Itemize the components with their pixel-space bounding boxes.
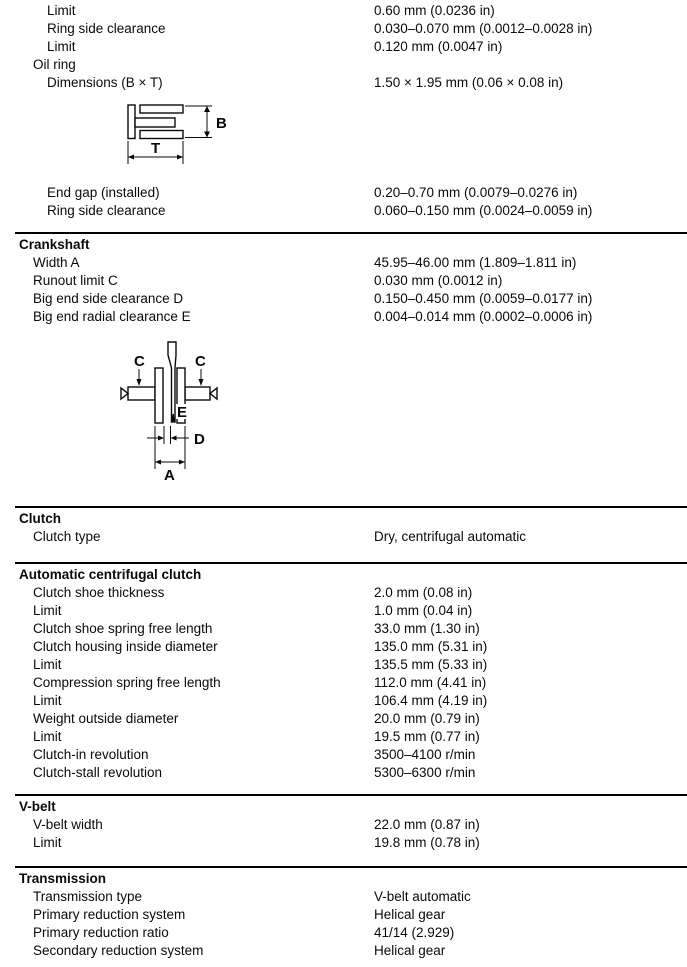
spec-row	[0, 710, 687, 728]
arrowhead	[171, 436, 177, 441]
oil-ring-bottom-rail	[140, 131, 183, 139]
spec-row	[0, 888, 687, 906]
spec-row	[0, 620, 687, 638]
arrowhead	[204, 106, 210, 112]
spec-label: Secondary reduction system	[33, 943, 204, 958]
section-divider	[15, 506, 687, 508]
spec-label: Primary reduction ratio	[33, 925, 169, 940]
dimension-label-t: T	[151, 140, 161, 157]
spec-value: 19.8 mm (0.78 in)	[374, 835, 480, 850]
crank-shaft-left	[128, 387, 155, 400]
spec-value: 0.004–0.014 mm (0.0002–0.0006 in)	[374, 309, 593, 324]
spec-row	[0, 202, 687, 220]
spec-label: End gap (installed)	[47, 185, 160, 200]
section-title: Transmission	[19, 871, 107, 886]
section-divider	[15, 232, 687, 234]
spec-label: Limit	[33, 729, 62, 744]
arrowhead	[155, 460, 161, 465]
spec-label: Limit	[33, 657, 62, 672]
spec-value: 5300–6300 r/min	[374, 765, 476, 780]
spec-value: 45.95–46.00 mm (1.809–1.811 in)	[374, 255, 577, 270]
spec-value: 33.0 mm (1.30 in)	[374, 621, 480, 636]
spec-value: Helical gear	[374, 943, 446, 958]
oil-ring-expander-bar	[128, 105, 135, 139]
spec-row	[0, 184, 687, 202]
spec-value: 0.150–0.450 mm (0.0059–0.0177 in)	[374, 291, 593, 306]
spec-label: Limit	[47, 3, 76, 18]
spec-label: Width A	[33, 255, 80, 270]
clearance-label-e: E	[177, 404, 188, 421]
spec-row	[0, 746, 687, 764]
connecting-rod	[168, 342, 176, 422]
spec-section	[0, 866, 687, 960]
spec-label: Clutch-stall revolution	[33, 765, 163, 780]
spec-label: Primary reduction system	[33, 907, 186, 922]
spec-label: Ring side clearance	[47, 21, 166, 36]
spec-value: 135.0 mm (5.31 in)	[374, 639, 488, 654]
spec-label: Oil ring	[33, 57, 76, 72]
spec-label: Ring side clearance	[47, 203, 166, 218]
spec-label: Clutch shoe thickness	[33, 585, 165, 600]
spec-row	[0, 290, 687, 308]
spec-label: Limit	[33, 603, 62, 618]
section-title: V-belt	[19, 799, 56, 814]
spec-row	[0, 674, 687, 692]
spec-label: V-belt width	[33, 817, 103, 832]
oil-ring-middle-rail	[135, 118, 175, 127]
section-title: Crankshaft	[19, 237, 90, 252]
runout-label-c-right: C	[195, 353, 206, 370]
spec-label: Weight outside diameter	[33, 711, 179, 726]
arrowhead	[179, 460, 185, 465]
clearance-label-d: D	[194, 431, 205, 448]
spec-row	[0, 834, 687, 852]
arrowhead	[199, 379, 204, 386]
spec-value: 22.0 mm (0.87 in)	[374, 817, 480, 832]
spec-label: Limit	[33, 693, 62, 708]
arrowhead	[158, 436, 164, 441]
spec-section	[0, 794, 687, 852]
width-label-a: A	[164, 467, 175, 483]
arrowhead	[204, 132, 210, 138]
crank-web-left	[155, 368, 163, 423]
dimension-label-b: B	[216, 115, 227, 132]
spec-value: 0.030 mm (0.0012 in)	[374, 273, 503, 288]
crank-shaft-right	[185, 387, 210, 400]
spec-value: 135.5 mm (5.33 in)	[374, 657, 488, 672]
spec-row	[0, 584, 687, 602]
runout-label-c-left: C	[134, 353, 145, 370]
oil-ring-diagram	[100, 95, 240, 173]
spec-row	[0, 20, 687, 38]
spec-value: 0.20–0.70 mm (0.0079–0.0276 in)	[374, 185, 578, 200]
spec-label: Clutch-in revolution	[33, 747, 149, 762]
spec-label: Runout limit C	[33, 273, 118, 288]
spec-value: 106.4 mm (4.19 in)	[374, 693, 488, 708]
spec-value: 2.0 mm (0.08 in)	[374, 585, 473, 600]
support-cone-left	[121, 388, 128, 399]
spec-label: Big end radial clearance E	[33, 309, 191, 324]
spec-value: 0.120 mm (0.0047 in)	[374, 39, 503, 54]
section-divider	[15, 562, 687, 564]
arrowhead	[128, 155, 134, 160]
spec-label: Transmission type	[33, 889, 143, 904]
spec-row	[0, 942, 687, 960]
spec-row	[0, 656, 687, 674]
spec-label: Clutch type	[33, 529, 101, 544]
arrowhead	[177, 155, 183, 160]
section-divider	[15, 794, 687, 796]
spec-section	[0, 506, 687, 546]
spec-row	[0, 2, 687, 20]
support-cone-right	[210, 388, 217, 399]
spec-row	[0, 924, 687, 942]
section-divider	[15, 866, 687, 868]
spec-row	[0, 728, 687, 746]
spec-label: Clutch shoe spring free length	[33, 621, 213, 636]
spec-row	[0, 272, 687, 290]
spec-label: Clutch housing inside diameter	[33, 639, 218, 654]
spec-value: V-belt automatic	[374, 889, 471, 904]
spec-row	[0, 764, 687, 782]
spec-row	[0, 816, 687, 834]
spec-row	[0, 38, 687, 56]
spec-row	[0, 254, 687, 272]
spec-label: Big end side clearance D	[33, 291, 184, 306]
spec-value: 112.0 mm (4.41 in)	[374, 675, 487, 690]
spec-row	[0, 692, 687, 710]
spec-value: 0.030–0.070 mm (0.0012–0.0028 in)	[374, 21, 593, 36]
arrowhead	[137, 379, 142, 386]
oil-ring-top-rail	[140, 105, 183, 113]
spec-value: 0.060–0.150 mm (0.0024–0.0059 in)	[374, 203, 593, 218]
spec-row	[0, 56, 687, 74]
spec-value: 3500–4100 r/min	[374, 747, 476, 762]
spec-label: Dimensions (B × T)	[47, 75, 163, 90]
spec-row	[0, 308, 687, 326]
spec-label: Limit	[47, 39, 76, 54]
crankshaft-diagram	[90, 333, 240, 483]
spec-label: Limit	[33, 835, 62, 850]
spec-value: 41/14 (2.929)	[374, 925, 455, 940]
section-title: Clutch	[19, 511, 61, 526]
spec-row	[0, 906, 687, 924]
spec-row	[0, 638, 687, 656]
spec-row	[0, 528, 687, 546]
spec-value: 1.50 × 1.95 mm (0.06 × 0.08 in)	[374, 75, 564, 90]
spec-value: Dry, centrifugal automatic	[374, 529, 527, 544]
spec-value: 1.0 mm (0.04 in)	[374, 603, 473, 618]
spec-row	[0, 74, 687, 92]
section-title: Automatic centrifugal clutch	[19, 567, 202, 582]
spec-value: 0.60 mm (0.0236 in)	[374, 3, 495, 18]
spec-value: 20.0 mm (0.79 in)	[374, 711, 480, 726]
spec-label: Compression spring free length	[33, 675, 221, 690]
spec-section	[0, 562, 687, 782]
spec-row	[0, 602, 687, 620]
spec-value: 19.5 mm (0.77 in)	[374, 729, 480, 744]
spec-value: Helical gear	[374, 907, 446, 922]
